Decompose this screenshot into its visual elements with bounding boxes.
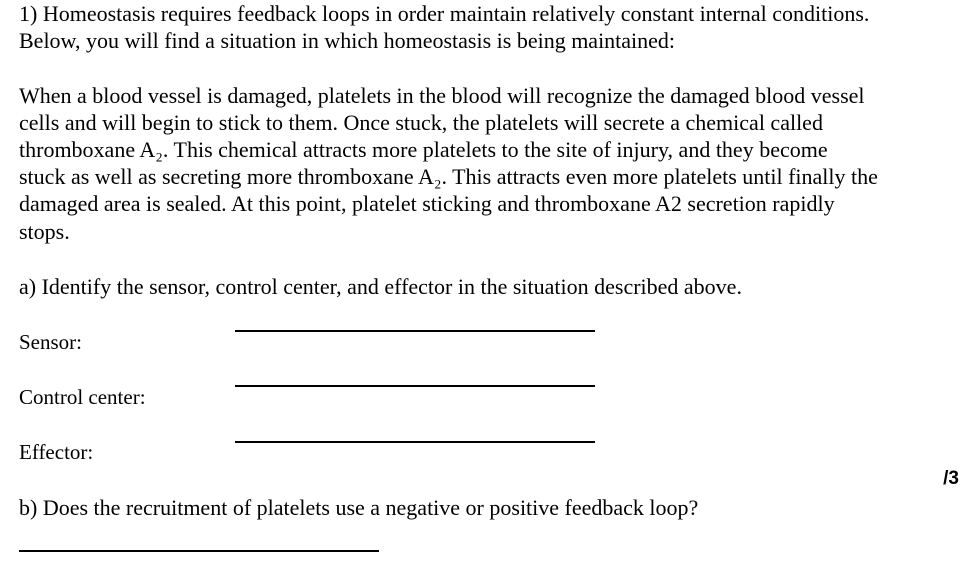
scenario-line-2: cells and will begin to stick to them. Once stuck, the platelets will secrete a chemical called xyxy=(19,110,823,135)
part-b-answer-line[interactable] xyxy=(19,550,379,552)
part-b-prompt: b) Does the recruitment of platelets use a negative or positive feedback loop? xyxy=(19,495,699,520)
sensor-label: Sensor: xyxy=(19,330,82,354)
scenario-line-1: When a blood vessel is damaged, platelets in the blood will recognize the damaged blood vessel xyxy=(19,83,865,108)
control-center-answer-line[interactable] xyxy=(235,385,595,387)
control-center-label: Control center: xyxy=(19,385,146,409)
question-intro-line-1: 1) Homeostasis requires feedback loops in order maintain relatively constant internal conditions. xyxy=(19,1,870,26)
part-a-points: /3 xyxy=(943,468,959,489)
scenario-line-3: thromboxane A₂. This chemical attracts more platelets to the site of injury, and they become xyxy=(19,137,828,162)
scenario-line-6: stops. xyxy=(19,219,70,244)
scenario-line-5: damaged area is sealed. At this point, platelet sticking and thromboxane A2 secretion rapidly xyxy=(19,191,835,216)
effector-answer-line[interactable] xyxy=(235,441,595,443)
question-intro-line-2: Below, you will find a situation in which homeostasis is being maintained: xyxy=(19,28,676,53)
effector-label: Effector: xyxy=(19,440,94,464)
scenario-line-4: stuck as well as secreting more thromboxane A₂. This attracts even more platelets until finally the xyxy=(19,164,878,189)
part-a-prompt: a) Identify the sensor, control center, and effector in the situation described above. xyxy=(19,274,742,299)
sensor-answer-line[interactable] xyxy=(235,330,595,332)
